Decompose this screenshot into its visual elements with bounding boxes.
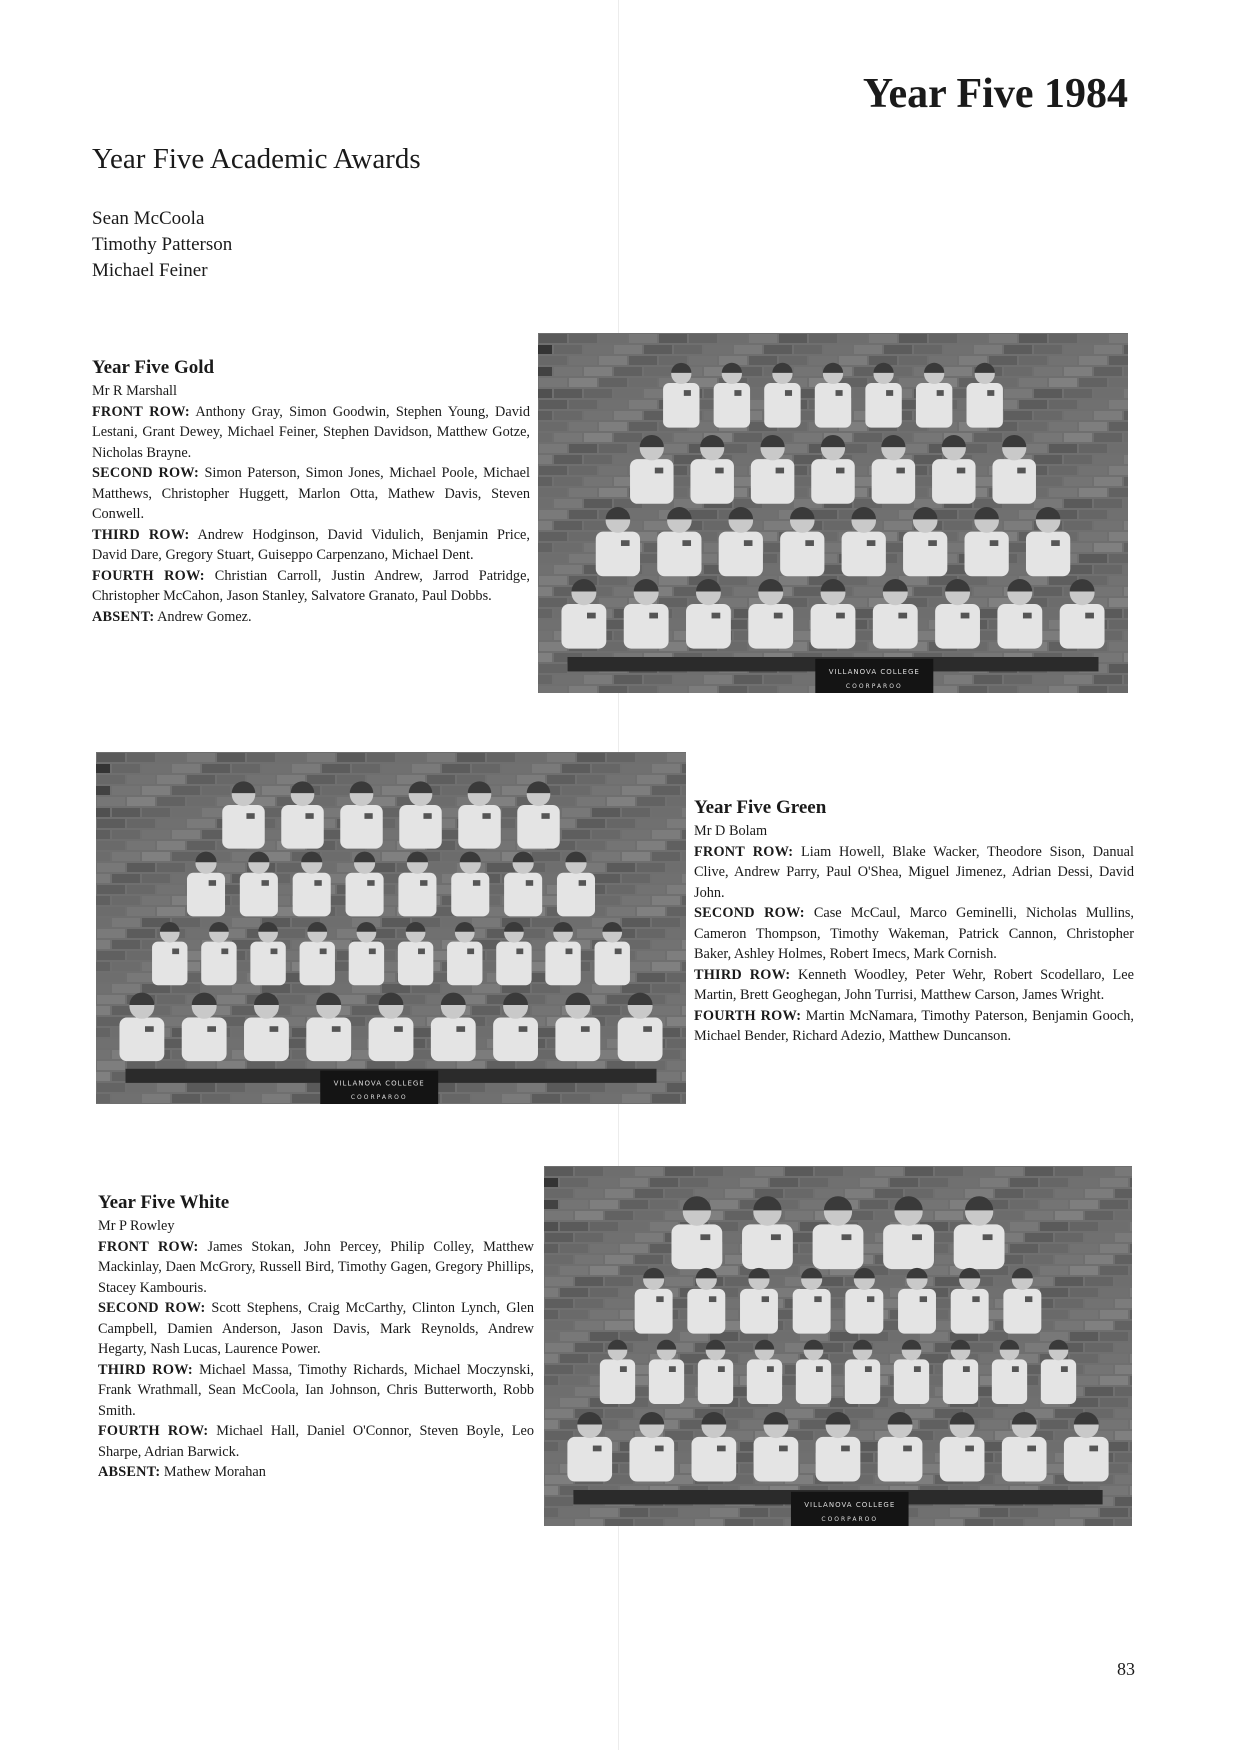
student-figure xyxy=(815,383,851,428)
row-names: Andrew Hodginson, David Vidulich, Benjamin Price, David Dare, Gregory Stuart, Guiseppo Carpenzano, Michael Dent. xyxy=(92,526,530,563)
student-figure xyxy=(595,942,630,986)
awards-heading: Year Five Academic Awards xyxy=(92,143,421,175)
row-names: Andrew Gomez. xyxy=(157,608,252,625)
student-figure xyxy=(369,1018,414,1062)
white-class-photo xyxy=(544,1166,1132,1526)
student-figure xyxy=(182,1018,227,1062)
student-figure xyxy=(630,459,673,504)
row-label: THIRD ROW: xyxy=(98,1361,193,1378)
row-label: FRONT ROW: xyxy=(98,1238,199,1255)
student-figure xyxy=(965,532,1009,577)
student-figure xyxy=(719,532,763,577)
gold-class-caption xyxy=(92,355,530,627)
student-figure xyxy=(687,1289,725,1334)
student-figure xyxy=(349,942,384,986)
student-figure xyxy=(398,942,433,986)
green-row xyxy=(694,903,1134,965)
student-figure xyxy=(1026,532,1070,577)
student-figure xyxy=(240,873,278,917)
white-class-caption xyxy=(98,1190,534,1483)
student-figure xyxy=(398,873,436,917)
student-figure xyxy=(816,1437,861,1482)
student-figure xyxy=(943,1359,978,1404)
row-names: James Stokan, John Percey, Philip Colley, Matthew Mackinlay, Daen McGrory, Russell Bird, Timothy Gagen, Gregory Phillips, Stacey Kambouris. xyxy=(98,1238,534,1296)
sign-text-line1: VILLANOVA COLLEGE xyxy=(804,1501,896,1510)
row-names: Case McCaul, Marco Geminelli, Nicholas Mullins, Cameron Thompson, Timothy Wakeman, Patrick Cannon, Christopher Baker, Ashley Holmes, Robert Imecs, Mark Cornish. xyxy=(694,905,1134,962)
student-figure xyxy=(618,1018,663,1062)
row-label: FRONT ROW: xyxy=(694,843,794,860)
sign-text-line2: COORPAROO xyxy=(350,1093,408,1101)
row-names: Simon Paterson, Simon Jones, Michael Poole, Michael Matthews, Christopher Huggett, Marlon Otta, Mathew Davis, Steven Conwell. xyxy=(92,465,531,522)
row-label: FOURTH ROW: xyxy=(98,1423,209,1439)
student-figure xyxy=(458,805,500,849)
student-figure xyxy=(306,1018,351,1062)
student-figure xyxy=(865,383,901,428)
row-names: Michael Massa, Timothy Richards, Michael Moczynski, Frank Wrathmall, Sean McCoola, Ian Johnson, Chris Butterworth, Robb Smith. xyxy=(98,1361,534,1419)
student-figure xyxy=(201,942,236,986)
row-label: FOURTH ROW: xyxy=(694,1007,802,1024)
row-names: Anthony Gray, Simon Goodwin, Stephen Young, David Lestani, Grant Dewey, Michael Feiner, Stephen Davidson, Matthew Gotze, Nicholas Brayne. xyxy=(92,403,530,461)
student-figure xyxy=(1041,1359,1076,1404)
row-names: Liam Howell, Blake Wacker, Theodore Sison, Danual Clive, Andrew Parry, Paul O'Shea, Miguel Jimenez, Adrian Dessi, David John. xyxy=(694,843,1134,901)
student-figure xyxy=(932,459,975,504)
student-figure xyxy=(187,873,225,917)
student-figure xyxy=(431,1018,476,1062)
gold-row xyxy=(92,463,530,525)
gold-row xyxy=(92,402,530,464)
row-label: SECOND ROW: xyxy=(92,465,199,481)
student-figure xyxy=(690,459,733,504)
white-class-title: Year Five White xyxy=(98,1192,230,1213)
student-figure xyxy=(740,1289,778,1334)
student-figure xyxy=(1002,1437,1047,1482)
student-figure xyxy=(951,1289,989,1334)
student-figure xyxy=(754,1437,799,1482)
student-figure xyxy=(629,1437,674,1482)
student-figure xyxy=(894,1359,929,1404)
student-figure xyxy=(250,942,285,986)
student-figure xyxy=(624,604,669,649)
white-row xyxy=(98,1421,534,1462)
student-figure xyxy=(940,1437,985,1482)
student-figure xyxy=(845,1359,880,1404)
student-figure xyxy=(1003,1289,1041,1334)
white-row xyxy=(98,1298,534,1360)
student-figure xyxy=(152,942,187,986)
white-row xyxy=(98,1237,534,1299)
student-figure xyxy=(1064,1437,1109,1482)
green-class-caption xyxy=(694,795,1134,1047)
student-figure xyxy=(545,942,580,986)
row-names: Mathew Morahan xyxy=(163,1464,266,1480)
white-row xyxy=(98,1462,534,1483)
student-figure xyxy=(555,1018,600,1062)
awards-list xyxy=(92,206,232,284)
row-label: FRONT ROW: xyxy=(92,403,190,420)
student-figure xyxy=(346,873,384,917)
student-figure xyxy=(119,1018,164,1062)
row-label: SECOND ROW: xyxy=(694,905,805,921)
student-figure xyxy=(813,1224,864,1269)
green-row xyxy=(694,842,1134,904)
page-number: 83 xyxy=(1117,1659,1135,1679)
student-figure xyxy=(935,604,980,649)
student-figure xyxy=(600,1359,635,1404)
student-figure xyxy=(872,459,915,504)
award-name: Timothy Patterson xyxy=(92,234,233,255)
student-figure xyxy=(493,1018,538,1062)
student-figure xyxy=(496,942,531,986)
sign-text-line2: COORPAROO xyxy=(845,682,903,690)
student-figure xyxy=(796,1359,831,1404)
student-figure xyxy=(596,532,640,577)
student-figure xyxy=(1060,604,1105,649)
student-figure xyxy=(567,1437,612,1482)
student-figure xyxy=(671,1224,722,1269)
row-label: THIRD ROW: xyxy=(92,526,190,543)
gold-row xyxy=(92,566,530,607)
class-photo-image xyxy=(544,1166,1132,1526)
row-label: ABSENT: xyxy=(92,608,155,625)
row-label: FOURTH ROW: xyxy=(92,567,205,584)
row-names: Martin McNamara, Timothy Paterson, Benjamin Gooch, Michael Bender, Richard Adezio, Matthew Duncanson. xyxy=(694,1007,1135,1044)
row-label: THIRD ROW: xyxy=(694,966,791,983)
student-figure xyxy=(845,1289,883,1334)
student-figure xyxy=(698,1359,733,1404)
student-figure xyxy=(663,383,699,428)
sign-text-line1: VILLANOVA COLLEGE xyxy=(828,668,920,677)
student-figure xyxy=(967,383,1003,428)
page-title: Year Five 1984 xyxy=(862,71,1128,117)
student-figure xyxy=(692,1437,737,1482)
row-names: Christian Carroll, Justin Andrew, Jarrod Patridge, Christopher McCahon, Jason Stanley, Salvatore Granato, Paul Dobbs. xyxy=(92,567,530,604)
student-figure xyxy=(878,1437,923,1482)
student-figure xyxy=(635,1289,673,1334)
student-figure xyxy=(561,604,606,649)
student-figure xyxy=(793,1289,831,1334)
award-name: Michael Feiner xyxy=(92,260,208,281)
student-figure xyxy=(842,532,886,577)
row-label: SECOND ROW: xyxy=(98,1300,206,1316)
green-row xyxy=(694,1006,1134,1047)
student-figure xyxy=(992,1359,1027,1404)
student-figure xyxy=(504,873,542,917)
student-figure xyxy=(686,604,731,649)
gold-row xyxy=(92,525,530,566)
student-figure xyxy=(293,873,331,917)
student-figure xyxy=(873,604,918,649)
green-class-title: Year Five Green xyxy=(694,797,827,818)
white-row xyxy=(98,1360,534,1422)
row-label: ABSENT: xyxy=(98,1464,161,1480)
student-figure xyxy=(764,383,800,428)
sign-text-line1: VILLANOVA COLLEGE xyxy=(333,1079,425,1088)
student-figure xyxy=(281,805,323,849)
student-figure xyxy=(916,383,952,428)
student-figure xyxy=(340,805,382,849)
green-row xyxy=(694,965,1134,1006)
award-name: Sean McCoola xyxy=(92,208,205,229)
green-class-photo xyxy=(96,752,686,1104)
gold-row xyxy=(92,607,530,628)
gold-teacher: Mr R Marshall xyxy=(92,383,177,399)
gold-class-photo xyxy=(538,333,1128,693)
class-photo-image xyxy=(96,752,686,1104)
student-figure xyxy=(399,805,441,849)
student-figure xyxy=(557,873,595,917)
sign-text-line2: COORPAROO xyxy=(821,1515,879,1523)
student-figure xyxy=(748,604,793,649)
student-figure xyxy=(747,1359,782,1404)
student-figure xyxy=(244,1018,289,1062)
student-figure xyxy=(222,805,264,849)
row-names: Kenneth Woodley, Peter Wehr, Robert Scodellaro, Lee Martin, Brett Geoghegan, John Turrisi, Matthew Carson, James Wright. xyxy=(694,966,1134,1003)
student-figure xyxy=(447,942,482,986)
student-figure xyxy=(898,1289,936,1334)
student-figure xyxy=(649,1359,684,1404)
student-figure xyxy=(903,532,947,577)
student-figure xyxy=(657,532,701,577)
student-figure xyxy=(811,604,856,649)
student-figure xyxy=(780,532,824,577)
green-teacher: Mr D Bolam xyxy=(694,823,768,839)
student-figure xyxy=(992,459,1035,504)
student-figure xyxy=(300,942,335,986)
student-figure xyxy=(451,873,489,917)
student-figure xyxy=(997,604,1042,649)
row-names: Michael Hall, Daniel O'Connor, Steven Boyle, Leo Sharpe, Adrian Barwick. xyxy=(98,1423,534,1460)
white-teacher: Mr P Rowley xyxy=(98,1218,175,1234)
student-figure xyxy=(883,1224,934,1269)
class-photo-image xyxy=(538,333,1128,693)
student-figure xyxy=(517,805,559,849)
student-figure xyxy=(742,1224,793,1269)
gold-class-title: Year Five Gold xyxy=(92,357,215,378)
student-figure xyxy=(811,459,854,504)
row-names: Scott Stephens, Craig McCarthy, Clinton Lynch, Glen Campbell, Damien Anderson, Jason Davis, Mark Reynolds, Andrew Hegarty, Nash Lucas, Laurence Power. xyxy=(98,1300,534,1357)
student-figure xyxy=(751,459,794,504)
student-figure xyxy=(954,1224,1005,1269)
student-figure xyxy=(714,383,750,428)
